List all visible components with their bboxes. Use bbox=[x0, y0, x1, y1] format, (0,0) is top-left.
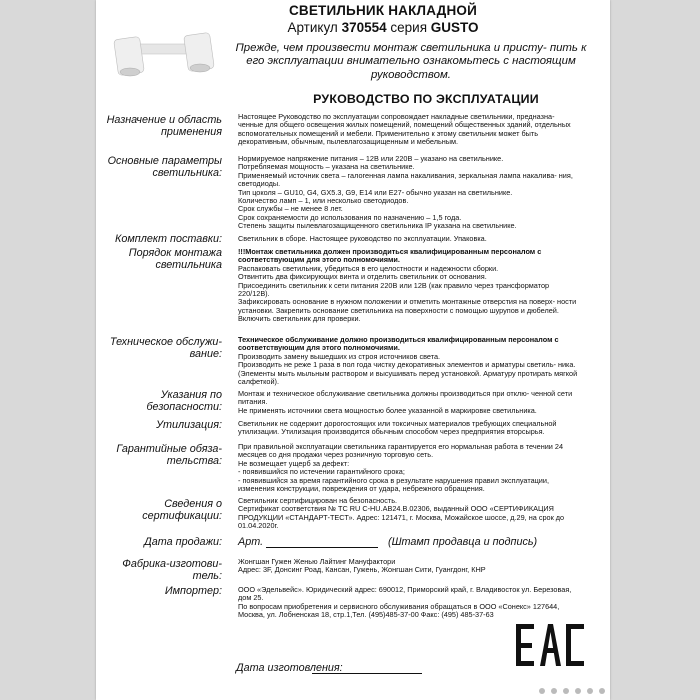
text-line: Сертификат соответствия № ТС RU C-HU.AB24.B.02306, выданный ООО «СЕРТИФИКАЦИЯ ПРОДУКЦИИ «СТАНДАРТ-ТЕСТ». Адрес: 121471, г. Москва, Можайское шоссе, д.29, на срок до 01.04.2020г. bbox=[238, 504, 565, 531]
section-label: Основные параметры светильника: bbox=[107, 155, 222, 179]
section-label: Назначение и область применения bbox=[106, 114, 222, 138]
manual-title: РУКОВОДСТВО ПО ЭКСПЛУАТАЦИИ bbox=[313, 92, 539, 106]
section-label: Порядок монтажа светильника bbox=[128, 247, 222, 271]
section-text bbox=[238, 586, 578, 620]
text-line: Светильник сертифицирован на безопасность. bbox=[238, 496, 398, 505]
text-line: Производить не реже 1 раза в пол года чистку декоративных элементов и арматуры светиль- ника. (Элементы мыть мыльным раствором и высушивать перед установкой. Арматуру протирать мягкой салфеткой). bbox=[238, 360, 578, 387]
section-label: Техническое обслужи- вание: bbox=[109, 336, 222, 360]
decorative-dots bbox=[536, 684, 606, 698]
text-line: Зафиксировать основание в нужном положении и отметить монтажные отверстия на поверх- ности установки. Закрепить основание светильника на поверхности с помощью шурупов и дюбелей. bbox=[238, 297, 577, 315]
section-text bbox=[238, 248, 578, 324]
text-line: Отвинтить два фиксирующих винта и отделить светильник от основания. bbox=[238, 272, 487, 282]
stamp-signature-label: (Штамп продавца и подпись) bbox=[388, 536, 538, 548]
section-sale bbox=[96, 536, 610, 556]
section-label: Утилизация: bbox=[156, 419, 222, 431]
text-line: Нормируемое напряжение питания – 12В или 220В – указано на светильнике. bbox=[238, 154, 504, 163]
text-line: Применяемый источник света – галогенная лампа накаливания, зеркальная лампа накалива- ния, светодиоды. bbox=[238, 170, 573, 189]
text-line: Тип цоколя – GU10, G4, GX5.3, G9, E14 или E27- обычно указан на светильнике. bbox=[238, 187, 513, 197]
section-text bbox=[238, 497, 578, 531]
bold-notice: !!!Монтаж светильника должен производиться квалифицированным персоналом с соответствующим для этого полномочиями. bbox=[238, 247, 542, 265]
section-label: Фабрика-изготови- тель: bbox=[122, 558, 222, 582]
article-label: Артикул bbox=[287, 20, 338, 35]
text-line: ООО «Эдельвейс». Юридический адрес: 690012, Приморский край, г. Владивосток ул. Березовая, дом 25. bbox=[238, 585, 572, 603]
section-text bbox=[238, 113, 578, 147]
text-line: Светильник не содержит дорогостоящих или токсичных материалов требующих специальной утилизации. Утилизация производится обычным способом через предприятия вторсырья. bbox=[238, 419, 557, 437]
manufacture-date-underline bbox=[312, 673, 422, 674]
text-line: Монтаж и техническое обслуживание светильника должны производиться при отклю- ченной сети питания. bbox=[238, 389, 573, 407]
article-field-label: Арт. bbox=[238, 536, 264, 548]
instruction-sheet bbox=[96, 0, 610, 700]
article-line bbox=[156, 20, 610, 35]
text-line: Степень защиты пылевлагозащищенного светильника IP указана на светильнике. bbox=[238, 221, 517, 231]
article-number: 370554 bbox=[341, 20, 387, 35]
text-line: Потребляемая мощность – указана на светильнике. bbox=[238, 162, 415, 172]
eac-mark-icon bbox=[514, 618, 586, 672]
text-line: - появившийся по истечении гарантийного срока; bbox=[238, 467, 405, 477]
text-line: Включить светильник для проверки. bbox=[238, 314, 361, 324]
manufacture-date-label: Дата изготовления: bbox=[236, 662, 343, 674]
bold-notice: Техническое обслуживание должно производиться квалифицированным персоналом с соответствующим для этого полномочиями. bbox=[238, 335, 559, 353]
series-name: GUSTO bbox=[430, 20, 479, 35]
text-line: Присоединить светильник к сети питания 220В или 12В (как правило через трансформатор 220/12В). bbox=[238, 280, 550, 299]
section-text bbox=[238, 443, 578, 493]
article-underline bbox=[266, 547, 378, 548]
text-line: Срок службы – не менее 8 лет. bbox=[238, 204, 343, 214]
text-line: Не возмещает ущерб за дефект: bbox=[238, 458, 350, 468]
section-label: Указания по безопасности: bbox=[146, 389, 222, 413]
section-label: Импортер: bbox=[164, 585, 222, 597]
product-title: СВЕТИЛЬНИК НАКЛАДНОЙ bbox=[288, 3, 478, 18]
text-line: Адрес: 3F, Донсинг Роад, Кансан, Гужень, Жонгшан Сити, Гуангдонг, КНР bbox=[238, 565, 486, 575]
section-label: Гарантийные обяза- тельства: bbox=[116, 443, 222, 467]
text-line: Производить замену вышедших из строя источников света. bbox=[238, 351, 441, 361]
text-line: Распаковать светильник, убедиться в его целостности и надежности сборки. bbox=[238, 263, 499, 273]
series-label: серия bbox=[390, 20, 428, 35]
section-text bbox=[238, 235, 578, 243]
section-label: Сведения о сертификации: bbox=[142, 498, 222, 522]
section-label: Комплект поставки: bbox=[115, 233, 222, 245]
text-line: Срок сохраняемости до использования по назначению – 1,5 года. bbox=[238, 212, 462, 222]
section-label: Дата продажи: bbox=[144, 536, 222, 548]
text-line: При правильной эксплуатации светильника гарантируется его нормальная работа в течении 24 месяцев со дня продажи через розничную торговую сеть. bbox=[238, 442, 564, 460]
section-text bbox=[238, 558, 578, 575]
text-line: По вопросам приобретения и сервисного обслуживания обращаться в ООО «Сонекс» 127644, Москва, ул. Лобненская 18, стр.1,Тел. (495)485-37-00 Факс: (495) 485-37-63 bbox=[238, 601, 560, 620]
warning-text: Прежде, чем произвести монтаж светильника и присту- пить к его эксплуатации внимательно ознакомьтесь с настоящим руководством. bbox=[235, 42, 587, 81]
section-text bbox=[238, 420, 578, 437]
text-line: Жонгшан Гужен Женью Лайтинг Мануфактори bbox=[238, 557, 396, 566]
section-text bbox=[238, 155, 578, 231]
section-text bbox=[238, 336, 578, 386]
text-line: - появившийся за время гарантийного срока в результате нарушения правил эксплуатации, изменения конструкции, повреждения от удара, небрежного обращения. bbox=[238, 475, 549, 494]
text-line: Не применять источники света мощностью более указанной в маркировке светильника. bbox=[238, 405, 537, 415]
text-line: Количество ламп – 1, или несколько светодиодов. bbox=[238, 196, 409, 206]
section-text bbox=[238, 390, 578, 415]
text-line: Светильник в сборе. Настоящее руководство по эксплуатации. Упаковка. bbox=[238, 234, 487, 243]
text-line: Настоящее Руководство по эксплуатации сопровождает накладные светильники, предназна- ченные для общего освещения жилых помещений, помещений общественных зданий, отдельных вспомогательных помещений и мебели. Применительно к этому светильник может быть декоративным, обычным, пылевлагозащищенным и мебельным. bbox=[238, 112, 571, 147]
